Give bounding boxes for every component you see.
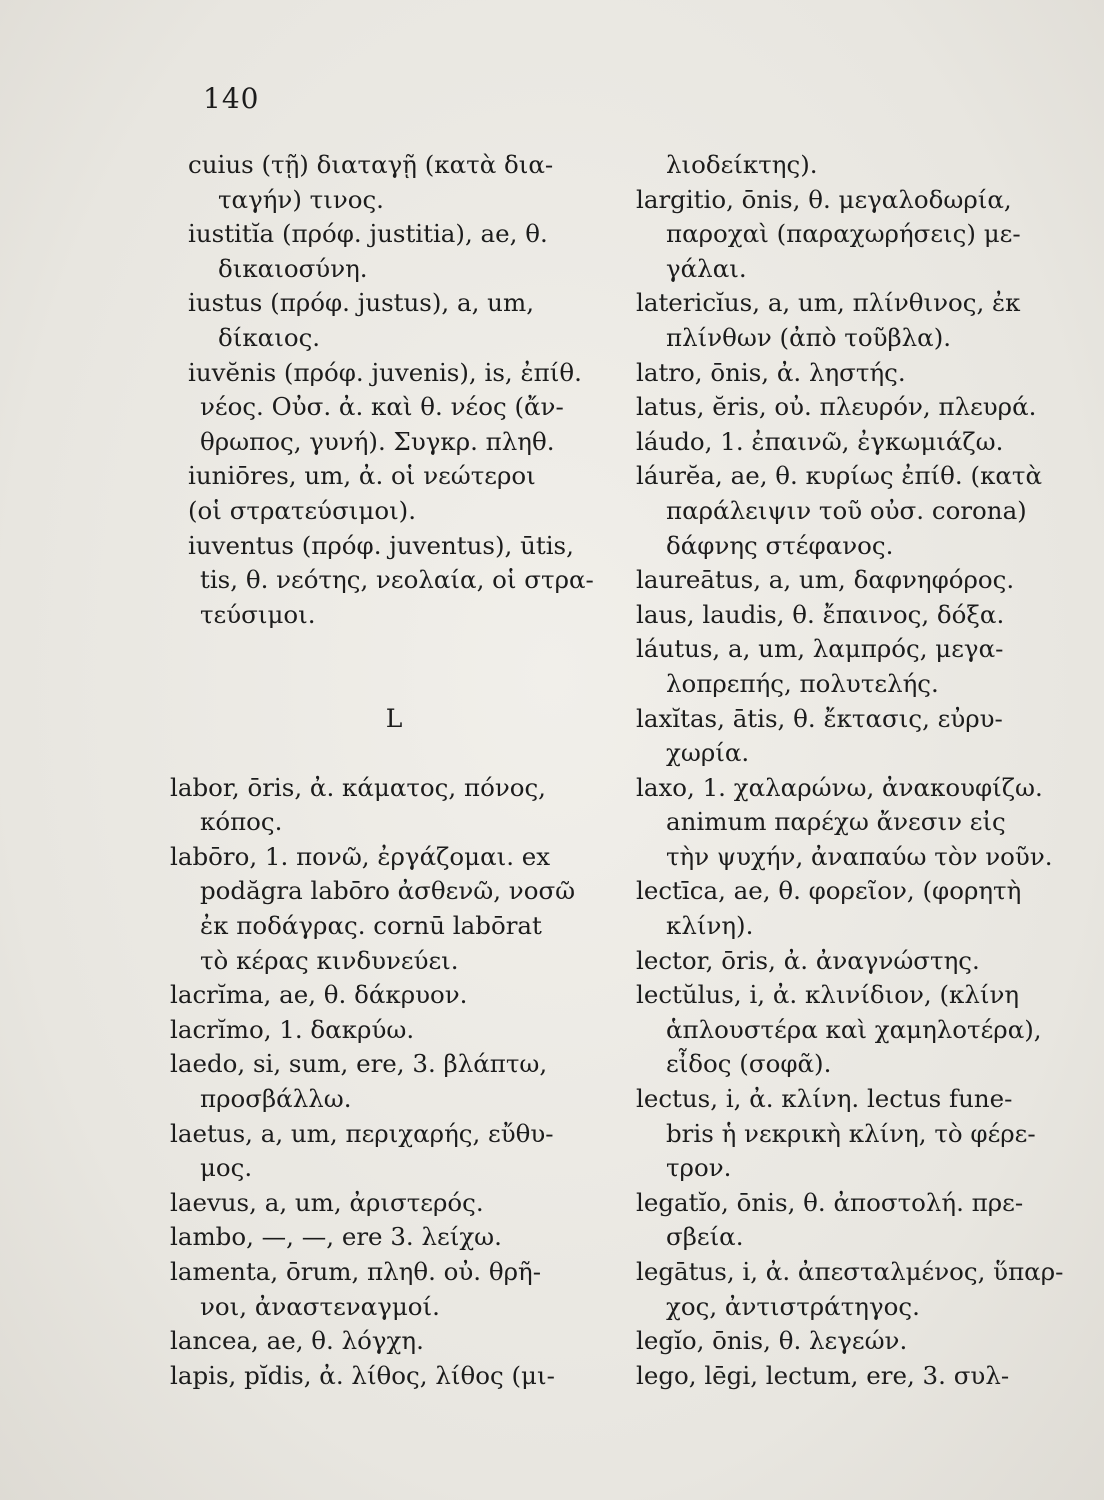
entry-line: θρωπος, γυνή). Συγκρ. πληθ. xyxy=(200,426,555,456)
entry-line: lapis, pĭdis, ἀ. λίθος, λίθος (μι- xyxy=(170,1360,555,1390)
entry-line: lacrĭmo, 1. δακρύω. xyxy=(170,1014,415,1044)
entry-line: tis, θ. νεότης, νεολαία, οἱ στρα- xyxy=(200,565,594,595)
entry-line: lacrĭma, ae, θ. δάκρυον. xyxy=(170,980,468,1010)
entry-line: iuniōres, um, ἀ. οἱ νεώτεροι xyxy=(188,461,536,491)
entry-line: laetus, a, um, περιχαρής, εὔθυ- xyxy=(170,1118,554,1148)
entry-line: iuventus (πρόφ. juventus), ūtis, xyxy=(188,530,574,560)
entry-line: ταγήν) τινος. xyxy=(218,184,384,214)
entry-line: largitio, ōnis, θ. μεγαλοδωρία, xyxy=(636,184,1012,214)
entry-line: lectus, i, ἀ. κλίνη. lectus fune- xyxy=(636,1084,1013,1114)
entry-line: δάφνης στέφανος. xyxy=(666,530,894,560)
section-heading-letter: L xyxy=(385,703,403,733)
entry-line: λοπρεπής, πολυτελής. xyxy=(666,668,939,698)
entry-line: laus, laudis, θ. ἔπαινος, δόξα. xyxy=(636,599,1005,629)
entry-line: κλίνη). xyxy=(666,911,754,941)
entry-line: láutus, a, um, λαμπρός, μεγα- xyxy=(636,634,1004,664)
entry-line: bris ἡ νεκρικὴ κλίνη, τὸ φέρε- xyxy=(666,1118,1036,1148)
entry-line: laedo, si, sum, ere, 3. βλάπτω, xyxy=(170,1049,548,1079)
entry-line: lamenta, ōrum, πληθ. οὐ. θρῆ- xyxy=(170,1257,541,1286)
entry-line: laxo, 1. χαλαρώνω, ἀνακουφίζω. xyxy=(636,772,1043,802)
entry-line: γάλαι. xyxy=(666,253,747,283)
entry-line: iustus (πρόφ. justus), a, um, xyxy=(188,288,534,318)
entry-line: podăgra labōro ἀσθενῶ, νοσῶ xyxy=(200,876,576,906)
page-number: 140 xyxy=(203,82,260,115)
entry-line: παροχαὶ (παραχωρήσεις) με- xyxy=(666,219,1021,249)
entry-line: (οἱ στρατεύσιμοι). xyxy=(188,495,417,525)
entry-line: laevus, a, um, ἀριστερός. xyxy=(170,1187,484,1217)
entry-line: χωρία. xyxy=(666,738,750,768)
entry-line: lego, lēgi, lectum, ere, 3. συλ- xyxy=(636,1360,1010,1390)
entry-line: πλίνθων (ἀπὸ τοῦβλα). xyxy=(666,322,952,352)
entry-line: lectŭlus, i, ἀ. κλινίδιον, (κλίνη xyxy=(636,980,1020,1010)
entry-line: lectīca, ae, θ. φορεῖον, (φορητὴ xyxy=(636,876,1022,906)
entry-line: εἶδος (σοφᾶ). xyxy=(666,1049,832,1079)
right-column xyxy=(636,148,1064,1393)
entry-line: lector, ōris, ἀ. ἀναγνώστης. xyxy=(636,945,980,975)
entry-line: legatĭo, ōnis, θ. ἀποστολή. πρε- xyxy=(636,1187,1024,1217)
entry-line: λιοδείκτης). xyxy=(666,150,818,179)
entry-line: cuius (τῇ) διαταγῇ (κατὰ δια- xyxy=(188,150,554,179)
entry-line: δίκαιος. xyxy=(218,322,321,352)
entry-line: τὸ κέρας κινδυνεύει. xyxy=(200,945,459,975)
entry-line: laureātus, a, um, δαφνηφόρος. xyxy=(636,565,1015,595)
entry-line: latro, ōnis, ἀ. ληστής. xyxy=(636,357,906,387)
entry-line: τρον. xyxy=(666,1153,732,1183)
entry-line: animum παρέχω ἄνεσιν εἰς xyxy=(666,807,1006,837)
entry-line: μος. xyxy=(200,1153,253,1183)
entry-line: τὴν ψυχήν, ἀναπαύω τὸν νοῦν. xyxy=(666,841,1053,871)
entry-line: labōro, 1. πονῶ, ἐργάζομαι. ex xyxy=(170,841,551,871)
entry-line: láudo, 1. ἐπαινῶ, ἐγκωμιάζω. xyxy=(636,426,1004,456)
entry-line: προσβάλλω. xyxy=(200,1084,352,1114)
left-column xyxy=(170,148,600,1393)
entry-line: σβεία. xyxy=(666,1222,744,1252)
entry-line: νοι, ἀναστεναγμοί. xyxy=(200,1291,440,1321)
entry-line: νέος. Οὐσ. ἀ. καὶ θ. νέος (ἄν- xyxy=(200,392,564,422)
entry-line: ἁπλουστέρα καὶ χαμηλοτέρα), xyxy=(666,1014,1042,1044)
entry-line: latus, ĕris, οὐ. πλευρόν, πλευρά. xyxy=(636,392,1037,422)
entry-line: legĭo, ōnis, θ. λεγεών. xyxy=(636,1326,908,1356)
entry-line: κόπος. xyxy=(200,807,283,837)
entry-line: δικαιοσύνη. xyxy=(218,253,368,283)
entry-line: iuvĕnis (πρόφ. juvenis), is, ἐπίθ. xyxy=(188,357,582,387)
entry-line: labor, ōris, ἀ. κάματος, πόνος, xyxy=(170,772,546,802)
entry-line: latericĭus, a, um, πλίνθινος, ἐκ xyxy=(636,288,1021,318)
entry-line: ἐκ ποδάγρας. cornū labōrat xyxy=(200,911,542,941)
entry-line: lancea, ae, θ. λόγχη. xyxy=(170,1326,424,1356)
entry-line: iustitĭa (πρόφ. justitia), ae, θ. xyxy=(188,219,548,249)
entry-line: χος, ἀντιστράτηγος. xyxy=(666,1291,920,1321)
entry-line: laxĭtas, ātis, θ. ἔκτασις, εὐρυ- xyxy=(636,703,1003,733)
entry-line: τεύσιμοι. xyxy=(200,599,316,629)
entry-line: láurĕa, ae, θ. κυρίως ἐπίθ. (κατὰ xyxy=(636,461,1043,491)
entry-line: lambo, —, —, ere 3. λείχω. xyxy=(170,1222,502,1252)
entry-line: παράλειψιν τοῦ οὐσ. corona) xyxy=(666,495,1027,525)
entry-line: legātus, i, ἀ. ἀπεσταλμένος, ὕπαρ- xyxy=(636,1257,1064,1286)
